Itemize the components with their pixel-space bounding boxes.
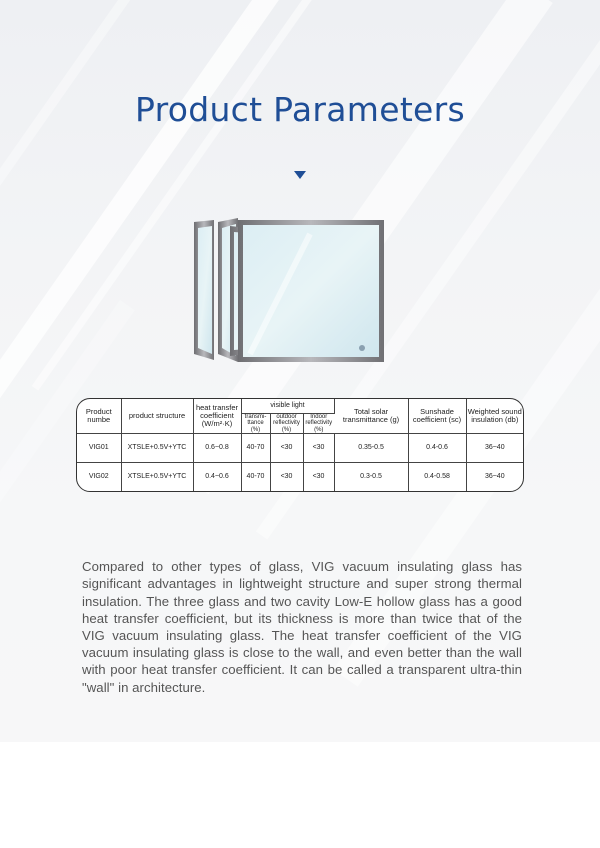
cell-sound: 36~40 [484, 473, 505, 481]
cell-indoor: <30 [303, 462, 334, 491]
cell-heat: 0.4~0.6 [193, 462, 241, 491]
cell-product: VIG01 [77, 433, 121, 462]
header-product-structure: product structure [121, 399, 193, 433]
cell-product: VIG02 [77, 462, 121, 491]
header-solar-transmittance: Total solar transmittance (g) [334, 399, 408, 433]
cell-transmittance: 40-70 [241, 433, 270, 462]
header-heat-transfer: heat transfer coefficient (W/m²·K) [193, 399, 241, 433]
down-triangle-icon [294, 171, 306, 179]
header-visible-light: visible light [241, 399, 334, 414]
header-transmittance: transmi-ttance (%) [241, 414, 270, 434]
glass-panels-image [190, 214, 390, 366]
cell-sunshade: 0.4-0.58 [408, 462, 466, 491]
cell-structure: XTSLE+0.5V+YTC [121, 433, 193, 462]
header-indoor-reflectivity: Indoor reflectivity (%) [303, 414, 334, 434]
header-product-number: Product numbe [77, 399, 121, 433]
cell-solar: 0.3-0.5 [334, 462, 408, 491]
cell-transmittance: 40-70 [241, 462, 270, 491]
header-sound-insulation: Weighted sound insulation (db) [466, 399, 523, 433]
description-paragraph: Compared to other types of glass, VIG vacuum insulating glass has significant advantages in lightweight structure and super strong thermal insulation. The three glass and two cavity Low-E hollow glass has a good heat transfer coefficient, but its thickness is more than twice that of the VIG vacuum insulating glass. The heat transfer coefficient of the VIG vacuum insulating glass is close to the wall, and even better than the wall with poor heat transfer coefficient. It can be called a transparent ultra-thin "wall" in architecture. [82, 559, 522, 695]
cell-outdoor: <30 [270, 433, 303, 462]
cell-sound: 36~40 [466, 433, 523, 462]
cell-solar: 0.35-0.5 [334, 433, 408, 462]
header-outdoor-reflectivity: outdoor reflectivity (%) [270, 414, 303, 434]
table-row [77, 433, 523, 462]
page-title: Product Parameters [134, 90, 466, 129]
cell-outdoor: <30 [270, 462, 303, 491]
parameters-table [76, 398, 524, 492]
cell-structure: XTSLE+0.5V+YTC [121, 462, 193, 491]
cell-indoor: <30 [303, 433, 334, 462]
table-row [77, 462, 523, 491]
cell-heat: 0.6~0.8 [193, 433, 241, 462]
cell-sunshade: 0.4-0.6 [408, 433, 466, 462]
header-sunshade: Sunshade coefficient (sc) [408, 399, 466, 433]
